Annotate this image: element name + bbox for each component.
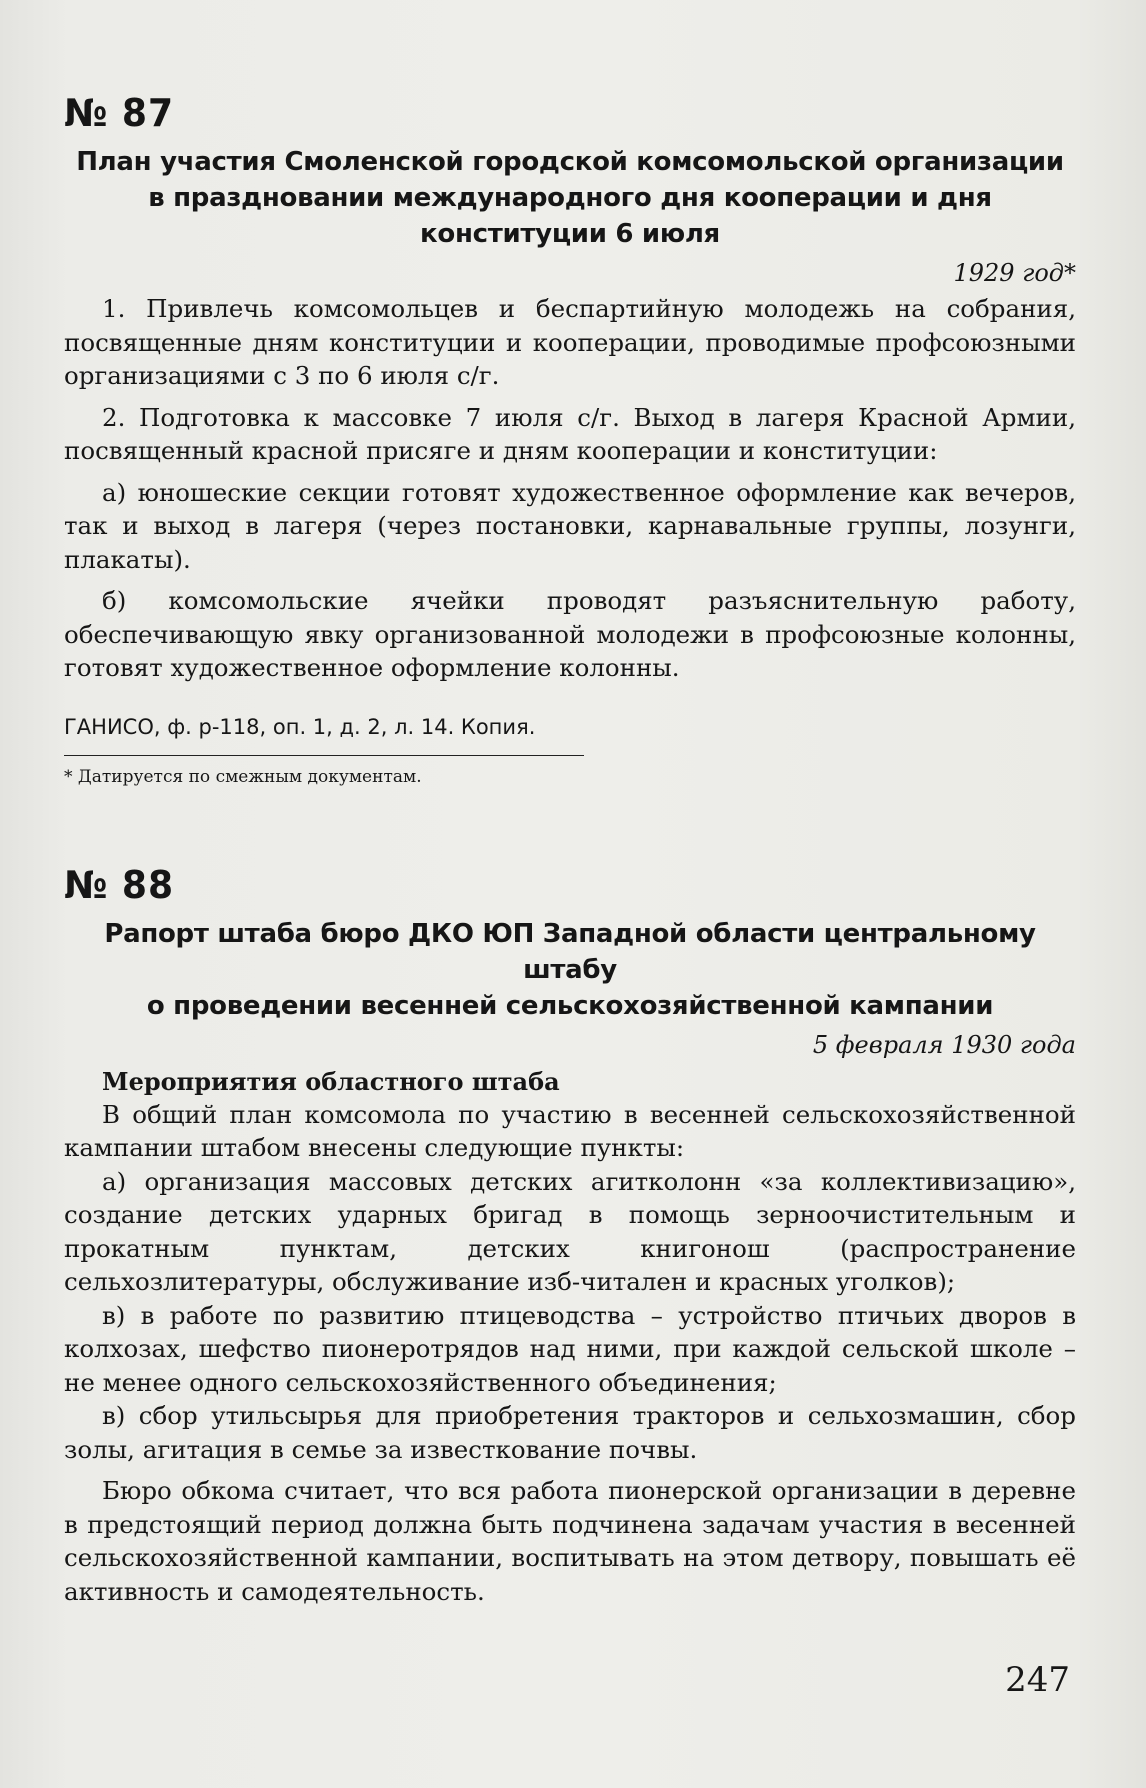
page-number: 247 xyxy=(1005,1660,1070,1700)
document-date: 1929 год* xyxy=(953,259,1076,287)
document-title-line: План участия Смоленской городской комсомольской организации xyxy=(76,147,1064,177)
archive-source: ГАНИСО, ф. р-118, оп. 1, д. 2, л. 14. Копия. xyxy=(64,714,536,739)
document-87 xyxy=(64,90,1076,788)
paragraph: а) юношеские секции готовят художественное оформление как вечеров, так и выход в лагеря (через постановки, карнавальные группы, лозунги, плакаты). xyxy=(64,477,1076,574)
document-number: № 87 xyxy=(64,91,175,135)
document-88 xyxy=(64,862,1076,1609)
document-title-line: в праздновании международного дня кооперации и дня конституции 6 июля xyxy=(148,183,992,249)
paragraph: а) организация массовых детских агитколонн «за коллективизацию», создание детских ударных бригад в помощь зерноочистительным и прокатным пунктам, детских книгонош (распространение сельхозлитературы, обслуживание изб-читален и красных уголков); xyxy=(64,1166,1076,1296)
paragraph: б) комсомольские ячейки проводят разъяснительную работу, обеспечивающую явку организованной молодежи в профсоюзные колонны, готовят художественное оформление колонны. xyxy=(64,586,1076,682)
document-number: № 88 xyxy=(64,862,175,907)
paragraph: в) сбор утильсырья для приобретения тракторов и сельхозмашин, сбор золы, агитация в семье за известкование почвы. xyxy=(64,1401,1076,1464)
paragraph: В общий план комсомола по участию в весенней сельскохозяйственной кампании штабом внесены следующие пункты: xyxy=(64,1099,1076,1162)
document-title-line: Рапорт штаба бюро ДКО ЮП Западной области центральному штабу xyxy=(104,918,1036,985)
paragraph: 1. Привлечь комсомольцев и беспартийную молодежь на собрания, посвященные дням конституции и кооперации, проводимые профсоюзными организациями с 3 по 6 июля с/г. xyxy=(64,294,1076,390)
document-date: 5 февраля 1930 года xyxy=(812,1030,1076,1059)
section-subheading: Мероприятия областного штаба xyxy=(102,1066,560,1096)
paragraph: Бюро обкома считает, что вся работа пионерской организации в деревне в предстоящий период должна быть подчинена задачам участия в весенней сельскохозяйственной кампании, воспитывать на этом детвору, повышать её активность и самодеятельность. xyxy=(64,1476,1076,1606)
document-title-line: о проведении весенней сельскохозяйственной кампании xyxy=(146,990,994,1021)
document-title xyxy=(64,144,1076,252)
footnote-divider xyxy=(64,755,584,756)
footnote: * Датируется по смежным документам. xyxy=(64,766,422,787)
paragraph: в) в работе по развитию птицеводства – устройство птичьих дворов в колхозах, шефство пионеротрядов над ними, при каждой сельской школе – не менее одного сельскохозяйственного объединения; xyxy=(64,1300,1076,1397)
paragraph: 2. Подготовка к массовке 7 июля с/г. Выход в лагеря Красной Армии, посвященный красной присяге и дням кооперации и конституции: xyxy=(64,402,1076,465)
document-title xyxy=(64,916,1076,1024)
